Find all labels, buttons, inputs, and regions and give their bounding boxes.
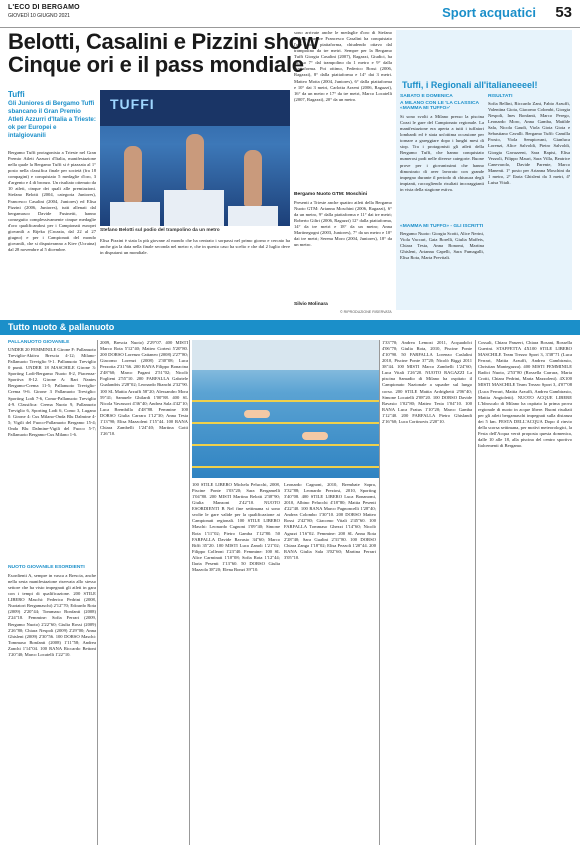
- lane-rope: [192, 400, 380, 402]
- sidebar-subhead: A MILANO CON LE 'LA CLASSICA «MAMMA MI TUFFO»': [400, 101, 479, 111]
- podium-step: [164, 190, 224, 226]
- headline: Belotti, Casalini e Pizzini show Cinque ori e il pass mondiale: [8, 29, 319, 78]
- section-band: [0, 320, 580, 335]
- column-rule: [475, 340, 476, 845]
- lane-rope: [192, 422, 380, 424]
- pool-roof: [192, 340, 380, 370]
- section-title: Sport acquatici: [442, 5, 536, 20]
- lower-column-5: 1'33"70; Andrea Lemozi 2011, Acquadolci 4'06"70; Giulia Rota, 2010, Piscine Ponte 4'10"90. 50 FARFALLA Lorenzo Caslalini 2010, Piscine Ponte 37"20; Nicolò Biggi 2011 38"44. 100 MISTI Marco Zambelli 1'24"60; Luca Vitali 1'26"20. NUOTO RAGAZZI La piscina Samadio di Milano ha ospitato il Campionato Nazionale a squadre sul lungo corso. 200 STILE Mattia Ardrighetti 2'06"40; Simone Locatelli 2'08"20. 100 DORSO Davide Ravasio 1'02"80; Matteo Testa 1'04"10. 100 RANA Luca Fratus 1'10"20; Marco Gamba 1'12"40. 200 FARFALLA Pietro Ghislandi 2'16"60; Luca Cortinovis 2'20"10.: [382, 340, 472, 424]
- athlete-figure: [186, 134, 204, 190]
- copyright-note: © RIPRODUZIONE RISERVATA: [340, 310, 392, 314]
- sidebar-subhead: «MAMMA MI TUFFO» - GLI ISCRITTI: [400, 224, 484, 229]
- athlete-figure: [244, 150, 262, 206]
- lower-column-4: Leonardo Cagnoni, 2010, Brembate Sopra, 3'32"88; Leonardo Preziosi, 2010, Sporting 3'40"08. 400 STILE LIBERO Luca Bonanomi, 2010, Albino Pelucchi 4'18"80; Mattia Pesenti 4'22"40. 100 RANA Marco Pagnoncelli 1'28"40; Andrea Colombo 1'30"10. 200 DORSO Matteo Rossi 2'42"80; Giacomo Vitali 2'45"60. 100 FARFALLA Tommaso Ghezzi 1'14"60; Nicolò Agazzi 1'16"02. Femmine: 200 SL Anna Rota 2'28"40; Sara Gualini 2'31"80. 100 DORSO Chiara Zanga 1'18"02; Elisa Pezzoli 1'20"44. 200 RANA Giulia Sala 3'02"60; Martina Ferrari 3'05"10.: [284, 482, 376, 560]
- subheadline: Gli Juniores di Bergamo Tuffi sbancano il Gran Premio Atleti Azzurri d'Italia a Trieste: ok per Europei e intalgiovanili: [8, 100, 96, 139]
- sidebar-text-3: Sofia Bellini, Riccardo Zani, Fabio Arzuffi, Valentina Gioia, Giacomo Colombi, Giorgia Nespoli, Ines Bonfanti, Marco Perego, Leonardo Moro, Anna Gamba, Matilde Sala, Nicola Gaudi, Viola Gioia Gioia e Sebastiano Cavalli. Bergamo Tuffi: Camilla Frosio, Viola Sempiovani, Gianluca Lorenzi, Alice Salvoldi, Pietro Salvoldi, Giorgia Gavazzeni, Sara Rapisi, Elisa Vezzoli, Filippo Mauri, Sara Villa, Beatrice Canevarolo, Davide Parente, Marco Manenti. 1° posto per Arianna Moschini da 1 metro, 2° Ilaria Ghisleni da 3 metri, 4ª Luisa Vitali.: [488, 101, 570, 185]
- author-signature: Silvio Molinara: [294, 302, 328, 307]
- swimmer: [244, 410, 270, 418]
- article-column-2: Elisa Pizzini è stata la più giovane al mondo che ha centrato i sorpassi nel primo giorno e cercato ha anche gia la data nella finale seconda nel metro e, che in questo caso ha scelto e che dal 2 luglio deve in disputarsi un mondiale.: [100, 238, 290, 256]
- lower-column-1: UNDER 20 FEMMINILE Girone F: Pallanuoto Treviglio-Aktiva Brescia 4-12; Milano-Pallanuoto Treviglio 9-1. Pallanuoto Treviglio 0 punti. UNDER 18 MASCHILE Girone 3: Sporting Lodi-Bergamo Nuoto 8-2, Piacenza-Sportiva 8-12. Girone A: Rari Nantes Bergamo-Crema 11-5; Pallanuoto Treviglio-Crema 9-6. Girone 3 Pallanuoto Treviglio: Sporting Lodi 7-6, Como-Pallanuoto Treviglio 4-9. Classifica: Crema Nuoto 9, Pallanuoto Treviglio 6, Sporting Lodi 6, Como 3, Lugano 0. Girone 4: Cus Milano-Onda Blu Dalmine 4-5; Vigili del Fuoco-Pallanuoto Bergamo 15-4; Onda Blu Dalmine-Vigili del Fuoco 5-7; Pallanuoto Bergamo-Cus Milano 1-6.: [8, 347, 96, 437]
- podium-step: [110, 202, 160, 226]
- sidebar-text-2: Bergamo Nuoto: Giorgia Scotti, Alice Nerini, Viola Vaccari, Gaia Borelli, Giulia Maffeis, Chiara Testa, Anna Bonomi, Martina Ghisleni, Arianna Capelli, Sara Fumagalli, Elisa Rota, Marta Previtali.: [400, 231, 484, 261]
- article-column-3b: Presenti a Trieste anche quattro atleti della Bergamo Nuoto GTM: Arianna Moschini (2006, Ragazzi), 6° da un metro, 9° dalla piattaforma e 11° dai tre metri; Roberto Giltri (2006, Ragazzi) 12° dalla piattaforma, 14° da tre metri e 18° da un metro; Anna Martinegogni (2003, Juniores), 7° da un metro e 10° dai tre metri; Serena Moro (2004, Juniores), 18° da un metro.: [294, 200, 392, 248]
- column-rule: [379, 340, 380, 845]
- athlete-figure: [124, 146, 142, 202]
- page-header: [0, 0, 580, 28]
- lower-column-1b: Esordienti A, sempre in vasca a Brescia, anche nella sesta manifestazione riservata allo stesso settore che ha visto impegnati gli atleti in gara con i tempi di qualificazione. 200 STILE LIBERO Maschi: Federico Pedrini (2008, Nuotatori Bergamaschi) 2'12"70; Edoardo Rota (2009) 2'20"44; Tommaso Bonfanti (2008) 2'24"18. Femmine: Sofia Ferrari (2009, Bergamo Nuoto) 2'22"60; Giulia Rossi (2009) 2'26"80; Chiara Nespoli (2009) 2'29"00; Anna Ghisleni (2009) 2'30"56. 100 DORSO Maschi: Tommaso Bonfanti (2008) 1'11"58; Andrea Zanchi 1'14"04. 100 RANA Riccardo Bettoni 1'20"40; Marco Locatelli 1'22"10.: [8, 573, 96, 657]
- board-text: TUFFI: [110, 96, 155, 112]
- lane-rope: [192, 466, 380, 468]
- kicker: Tuffi: [8, 90, 25, 99]
- sidebar-subhead: SABATO E DOMENICA: [400, 94, 453, 99]
- lower-heading: PALLANUOTO GIOVANILE: [8, 340, 70, 345]
- newspaper-name: L'ECO DI BERGAMO: [8, 4, 80, 11]
- article-column-1: Bergamo Tuffi protagonista a Trieste nel Gran Premio Atleti Azzurri d'Italia, manifestazione nella quale la Bergamo Tuffi si è piazzata al 1° posto nella classifica finale per società (fra 18 compagini) e conquistato 5 medaglie d'oro, 3 d'argento e 4 di bronzo. Un risultato ottenuto da 10 atleti, cinque dei quali alle premiazioni. Stefano Belotti (2004, categoria Juniores), Francesco Casalini (2004, Juniores) ed Elisa Pizzini (2006, Juniores), tutti allenati dal bergamasco Davide Fusinetti, hanno conseguito complessivamente cinque medaglie d'oro qualificandosi per i Campionati europei giovanili a Rijeka (Croazia, dal 22 al 27 giugno) e per i Campionati del mondo giovanili, che si disputeranno a Kiev (Ucraina) dal 28 novembre al 5 dicembre.: [8, 150, 96, 252]
- article-photo: [100, 90, 290, 226]
- scoreboard: [100, 90, 290, 126]
- sidebar-text-1: Si sono svolti a Milano presso la piscina Cozzi le gare del Campionato regionale. La manifestazione era aperta a tutti i tuffatori lombardi ed è stata un'ottima occasione per tornare a gareggiare dopo i lunghi mesi di stop. Tra i protagonisti gli atleti della Bergamo Tuffi, che hanno conquistato numerosi podi nelle diverse categorie. Buone prove per i giovanissimi che hanno dimostrato di aver lavorato con grande impegno durante il periodo di chiusura degli impianti, raccogliendo risultati incoraggianti in vista della stagione estiva.: [400, 114, 484, 192]
- sidebar-subhead: RISULTATI: [488, 94, 513, 99]
- sidebar-title: Tuffi, i Regionali all'italianeeeel!: [402, 80, 538, 90]
- band-title: Tutto nuoto & pallanuoto: [8, 322, 115, 332]
- column-rule: [189, 340, 190, 845]
- pool-photo: [192, 340, 380, 478]
- lower-column-2: 2009, Brescia Nuoto) 2'29"07. 400 MISTI Marco Rota 5'12"40; Matteo Cortesi 5'20"80. 200 DORSO Lorenzo Cattaneo (2008) 2'27"80; Giacomo Lorenzi (2008) 2'30"08; Luca Pezzotta 2'31"66. 200 RANA Filippo Bonacina 2'48"60; Marco Pagani 2'51"02; Nicolò Foglieni 2'55"10. 200 FARFALLA Gabriele Gualandris 2'28"02; Leonardo Bianchi 2'32"90. 100 SL Mattia Arzuffi 58"20; Alessandro Mora 59"41; Samuele Ghilardi 1'00"88. 400 SL Nicola Vavassori 4'36"40; Andrea Sala 4'42"10; Luca Brembilla 4'48"88. Femmine 100 DORSO Giulia Carrara 1'12"30; Anna Testa 1'13"90; Elisa Mazzoleni 1'15"44. 100 RANA Chiara Zambelli 1'24"40; Martina Gotti 1'26"10.: [100, 340, 188, 436]
- lower-column-3: 100 STILE LIBERO Michela Pelucchi, 2008, Piscine Ponte 1'03"20; Sara Bergamelli 1'04"80. 200 MISTI Martina Belotti 2'38"90; Giulia Manzoni 2'42"10. NUOTO ESORDIENTI B Nel fine settimana si sono svolte le gare valide per la qualificazione ai Campionati regionali. 100 STILE LIBERO Maschi: Leonardo Cagnoni 1'09"40; Simone Rota 1'11"02; Pietro Gamba 1'12"80. 50 FARFALLA Davide Ravasio 34"60; Marco Biffi 35"20. 100 MISTI Luca Zanoli 1'21"02; Filippo Colleoni 1'23"40. Femmine: 100 SL Alice Carminati 1'10"08; Sofia Rota 1'12"44; Ilaria Pesenti 1'13"60. 50 DORSO Giulia Mazzola 38"20; Elena Bonzi 39"10.: [192, 482, 280, 572]
- page-number: 53: [555, 4, 572, 21]
- swimmer: [302, 432, 328, 440]
- box-title: Bergamo Nuoto GTM: Moschini: [294, 192, 368, 197]
- column-rule: [97, 340, 98, 845]
- issue-date: GIOVEDÌ 10 GIUGNO 2021: [8, 13, 70, 19]
- lower-column-6: Cossali, Chiara Panzeri, Chiara Bosani, Rossella Guerini. STAFFETTA 4X100 STILE LIBERO MASCHILE Team Trezzo Sport 3, 3'38"71 (Luca Ferrari, Mattia Arzuffi, Andrea Gambirasio, Christian Mantegazza). 400 MISTI FEMMINILE Radici Nuoto, 2'53"80 (Rossella Carrara, Maria Crotti, Chiara Pedrini, Maria Mazzoleni). 4X100 MISTI MASCHILE Team Trezzo Sport 3, 4'07"08 (Luca Ferrari, Mattia Arzuffi, Andrea Gambirasio, Mattia Angioletti). NUOTO ACQUE LIBERE L'Idroscalo di Milano ha ospitato la prima prova regionale di nuoto in acque libere. Buoni risultati per gli atleti bergamaschi impegnati sulla distanza dei 5 km. FESTA DELL'ACQUA Dopo il rinvio della scorsa settimana, per motivi meteorologici, la Festa dell'Acqua verrà proposta questa domenica, dalle 10 alle 18, alla piscina del centro sportivo Italcementi di Bergamo.: [478, 340, 572, 449]
- article-column-3: sono arrivate anche le medaglie d'oro di Stefano Belotti, mentre Francesco Casalini ha conquistato l'oro dalla piattaforma, chiudendo ottavo dal trampolino da tre metri. Sempre per la Bergamo Tuffi Giorgia Casalini (2007), Ragazzi, Giudici, ha chiuso 7° dal trampolino da 1 metro e 9° dalla piattaforma. Poi ottimo, Federico Bossi (2006, Ragazzi), 8° dalla piattaforma e 14° dai 3 metri. Matteo Motta (2004, Juniores), 6° dalla piattaforma e 10° dai 3 metri, Carlotta Arzeni (2006, Ragazzi), 16° da un metro e 17° da tre metri, Marco Locatelli (2007, Ragazzi), 20° da un metro.: [294, 30, 392, 102]
- photo-caption: Stefano Belotti sul podio del trampolino da un metro: [100, 228, 220, 233]
- lane-rope: [192, 444, 380, 446]
- lower-heading: NUOTO GIOVANILE ESORDIENTI: [8, 565, 85, 570]
- podium-step: [228, 206, 278, 226]
